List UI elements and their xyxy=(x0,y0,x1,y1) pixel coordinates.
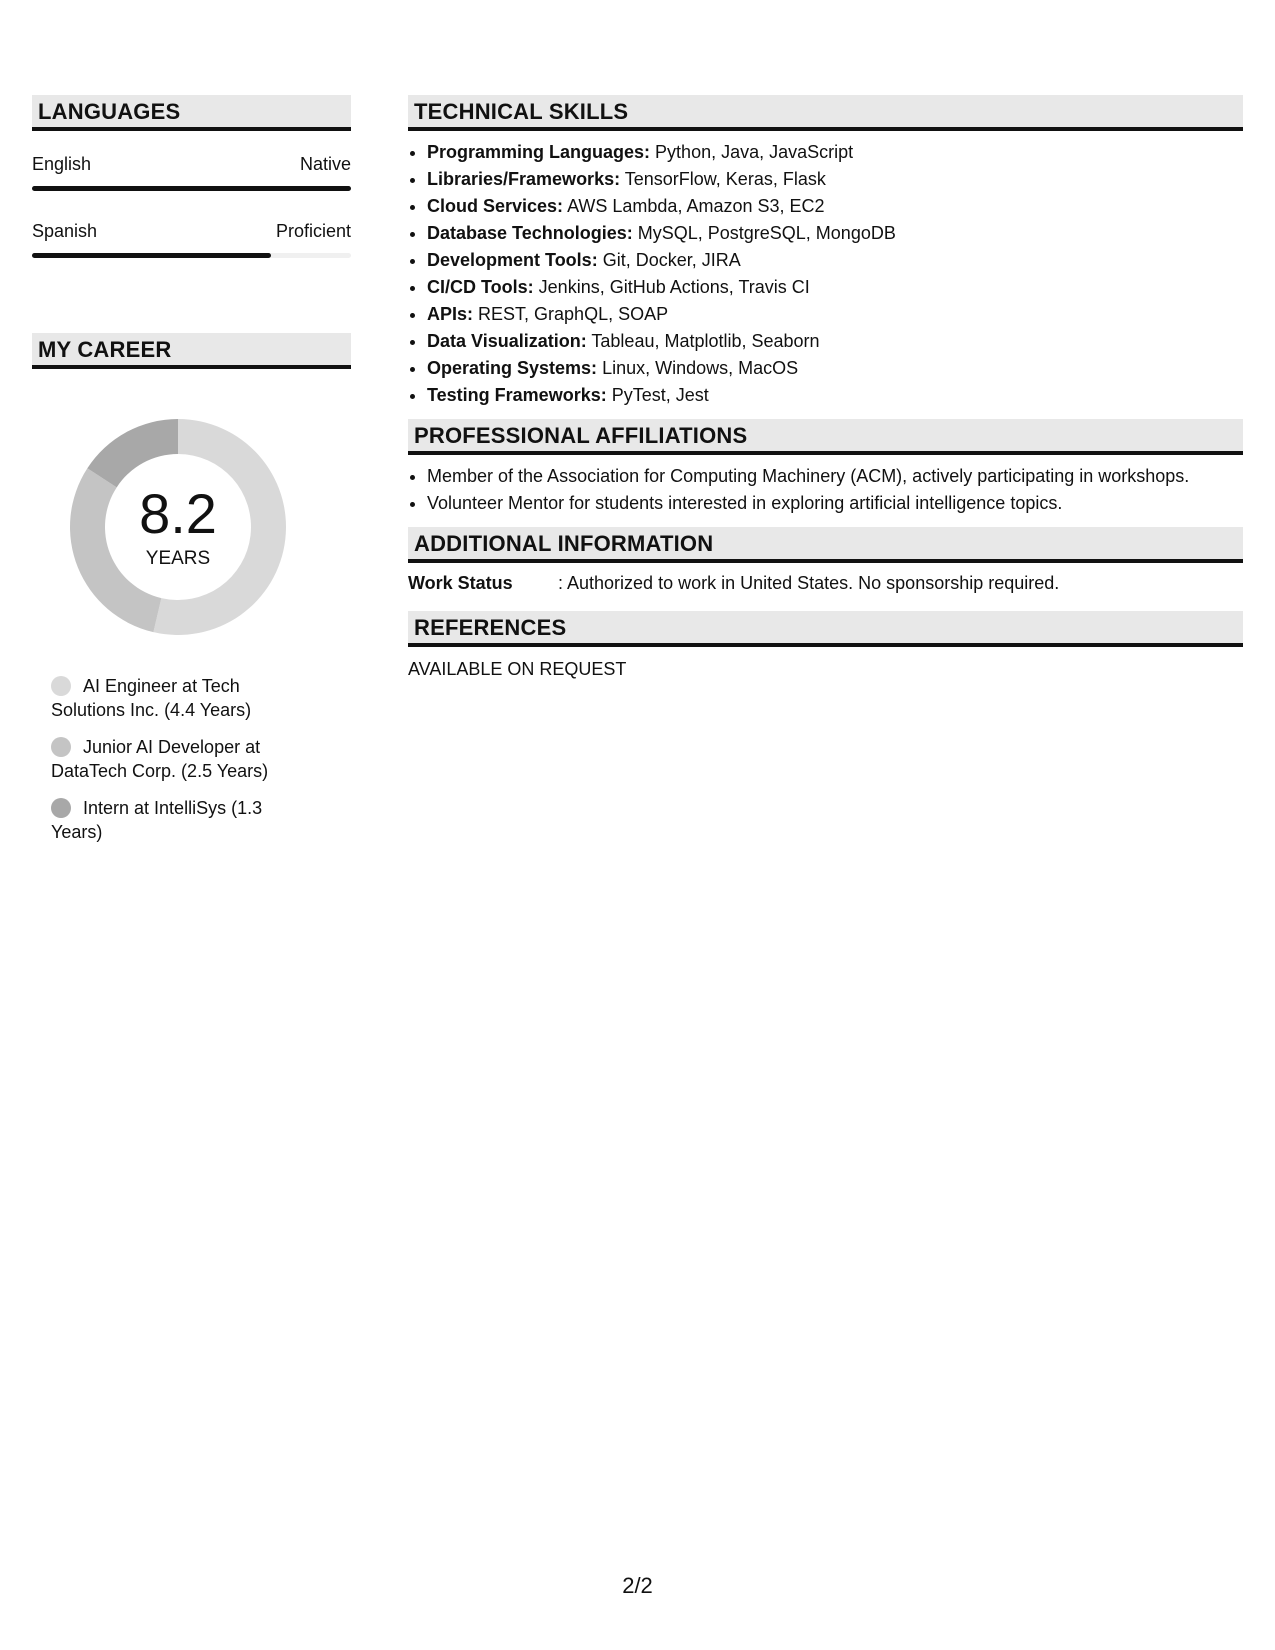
skill-value: Jenkins, GitHub Actions, Travis CI xyxy=(538,277,810,297)
language-level: Native xyxy=(299,154,351,174)
skill-value: AWS Lambda, Amazon S3, EC2 xyxy=(567,196,825,216)
page-number: 2/2 xyxy=(622,1573,653,1598)
legend-dot-icon xyxy=(51,737,71,757)
skill-value: PyTest, Jest xyxy=(611,385,709,405)
skill-label: Operating Systems: xyxy=(427,358,598,378)
language-name: English xyxy=(32,154,92,174)
career-legend xyxy=(51,674,301,844)
work-status-value: : Authorized to work in United States. No sponsorship required. xyxy=(558,573,1060,593)
career-header: MY CAREER xyxy=(32,333,351,369)
skill-label: Cloud Services: xyxy=(427,196,564,216)
career-total-unit: YEARS xyxy=(145,548,211,569)
affiliations-header: PROFESSIONAL AFFILIATIONS xyxy=(408,419,1243,455)
language-item-english xyxy=(32,153,351,191)
career-role-label: AI Engineer at Tech Solutions Inc. (4.4 Years) xyxy=(51,676,252,720)
language-item-spanish xyxy=(32,220,351,258)
language-proficiency-bar xyxy=(32,253,351,258)
skill-label: CI/CD Tools: xyxy=(427,277,534,297)
career-role-label: Junior AI Developer at DataTech Corp. (2.5 Years) xyxy=(51,737,269,781)
skill-value: Git, Docker, JIRA xyxy=(602,250,741,270)
skill-label: Database Technologies: xyxy=(427,223,633,243)
affiliation-item: • Volunteer Mentor for students interested in exploring artificial intelligence topics. xyxy=(427,490,1243,517)
technical-skills-header: TECHNICAL SKILLS xyxy=(408,95,1243,131)
additional-info-header: ADDITIONAL INFORMATION xyxy=(408,527,1243,563)
career-legend-item xyxy=(51,674,301,722)
language-proficiency-fill xyxy=(32,186,351,191)
skill-item xyxy=(427,274,1243,301)
skill-item xyxy=(427,220,1243,247)
skill-item xyxy=(427,166,1243,193)
work-status-row xyxy=(408,572,1243,594)
career-legend-item xyxy=(51,796,301,844)
skill-label: Libraries/Frameworks: xyxy=(427,169,621,189)
legend-dot-icon xyxy=(51,798,71,818)
language-level: Proficient xyxy=(275,221,351,241)
skill-item xyxy=(427,301,1243,328)
skill-value: REST, GraphQL, SOAP xyxy=(478,304,669,324)
skill-value: TensorFlow, Keras, Flask xyxy=(624,169,826,189)
skill-value: MySQL, PostgreSQL, MongoDB xyxy=(637,223,896,243)
language-name: Spanish xyxy=(32,221,98,241)
languages-header: LANGUAGES xyxy=(32,95,351,131)
skill-item xyxy=(427,247,1243,274)
skill-value: Linux, Windows, MacOS xyxy=(602,358,799,378)
work-status-label: Work Status xyxy=(408,573,513,593)
skill-value: Python, Java, JavaScript xyxy=(655,142,854,162)
skill-label: Data Visualization: xyxy=(427,331,587,351)
references-header: REFERENCES xyxy=(408,611,1243,647)
language-proficiency-bar xyxy=(32,186,351,191)
skill-item xyxy=(427,382,1243,409)
affiliations-list xyxy=(408,463,1243,517)
skill-label: Programming Languages: xyxy=(427,142,651,162)
technical-skills-list xyxy=(408,139,1243,409)
career-total-value: 8.2 xyxy=(139,482,217,545)
career-donut-chart xyxy=(63,412,293,642)
left-column xyxy=(32,95,351,857)
career-legend-item xyxy=(51,735,301,783)
references-text: AVAILABLE ON REQUEST xyxy=(408,659,627,679)
skill-label: Development Tools: xyxy=(427,250,598,270)
career-role-label: Intern at IntelliSys (1.3 Years) xyxy=(51,798,263,842)
right-column xyxy=(408,95,1243,680)
skill-item xyxy=(427,139,1243,166)
affiliation-item: • Member of the Association for Computing Machinery (ACM), actively participating in workshops. xyxy=(427,463,1243,490)
skill-item xyxy=(427,193,1243,220)
skill-value: Tableau, Matplotlib, Seaborn xyxy=(591,331,820,351)
legend-dot-icon xyxy=(51,676,71,696)
skill-label: Testing Frameworks: xyxy=(427,385,607,405)
skill-item xyxy=(427,355,1243,382)
skill-label: APIs: xyxy=(427,304,474,324)
skill-item xyxy=(427,328,1243,355)
language-proficiency-fill xyxy=(32,253,271,258)
